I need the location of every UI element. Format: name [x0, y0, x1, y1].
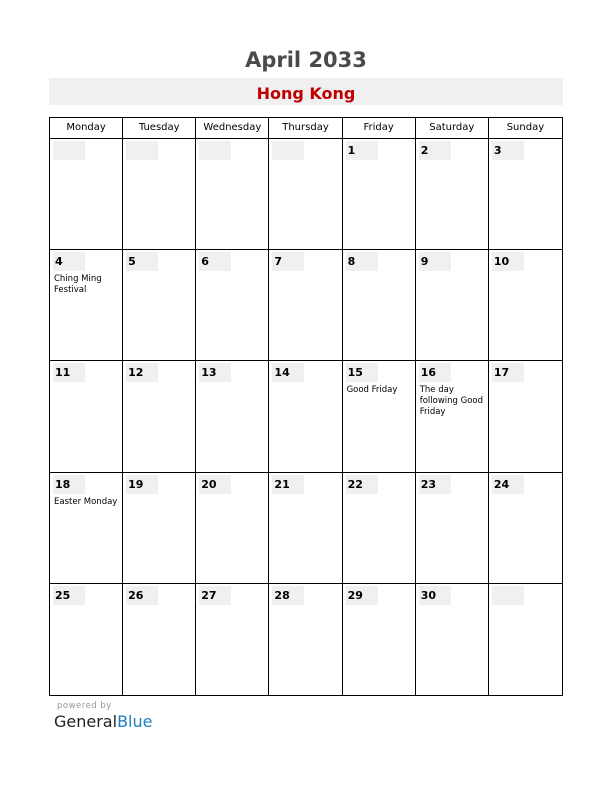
day-cell[interactable] — [416, 361, 489, 472]
day-number: 27 — [201, 588, 217, 602]
day-number: 12 — [128, 366, 144, 380]
day-cell[interactable] — [343, 139, 416, 250]
day-cell[interactable] — [196, 584, 269, 695]
day-cell[interactable] — [196, 473, 269, 584]
day-number: 26 — [128, 588, 144, 602]
day-number: 2 — [420, 144, 429, 157]
day-number-box — [272, 586, 304, 605]
day-cell[interactable] — [50, 361, 123, 472]
day-number-box — [272, 141, 304, 160]
day-number: 5 — [128, 255, 136, 269]
day-number-box — [272, 252, 304, 271]
day-number: 17 — [493, 366, 510, 380]
day-cell[interactable] — [343, 361, 416, 472]
day-number-box — [346, 363, 378, 382]
day-number-box — [53, 141, 85, 160]
generalblue-logo[interactable] — [54, 712, 152, 731]
day-number-box — [272, 363, 304, 382]
day-cell[interactable] — [269, 139, 342, 250]
holiday-label: Easter Monday — [54, 496, 118, 507]
day-number-box — [492, 586, 524, 605]
day-number-box — [346, 586, 378, 605]
day-number: 25 — [55, 588, 71, 602]
powered-by-text: powered by — [57, 701, 112, 711]
day-cell[interactable] — [196, 361, 269, 472]
day-cell[interactable] — [123, 473, 196, 584]
day-number: 11 — [55, 366, 71, 380]
day-cell[interactable] — [50, 584, 123, 695]
day-number: 15 — [347, 366, 363, 380]
day-number: 23 — [420, 477, 437, 491]
day-number: 22 — [347, 477, 363, 491]
day-number-box — [419, 141, 451, 160]
day-number: 10 — [493, 255, 510, 269]
day-cell[interactable] — [269, 361, 342, 472]
day-cell[interactable] — [416, 473, 489, 584]
day-number-box — [419, 586, 451, 605]
calendar-grid — [49, 117, 563, 696]
day-number: 13 — [201, 366, 217, 380]
day-number: 30 — [420, 588, 437, 602]
weekday-header: Thursday — [269, 118, 342, 139]
day-cell[interactable] — [489, 473, 562, 584]
day-cell[interactable] — [196, 250, 269, 361]
day-cell[interactable] — [343, 473, 416, 584]
day-number: 16 — [420, 366, 437, 380]
day-number-box — [53, 363, 85, 382]
day-number-box — [126, 475, 158, 494]
day-number-box — [419, 252, 451, 271]
day-number: 28 — [274, 588, 290, 602]
day-number: 24 — [493, 477, 510, 491]
day-number: 9 — [420, 255, 429, 269]
day-number-box — [199, 475, 231, 494]
weekday-header: Wednesday — [196, 118, 269, 139]
day-number-box — [126, 252, 158, 271]
weekday-header: Sunday — [489, 118, 562, 139]
weekday-header: Monday — [50, 118, 123, 139]
day-number-box — [346, 475, 378, 494]
day-number: 29 — [347, 588, 363, 602]
day-number-box — [419, 475, 451, 494]
day-number-box — [53, 252, 85, 271]
day-number-box — [419, 363, 451, 382]
day-cell[interactable] — [50, 250, 123, 361]
day-number-box — [272, 475, 304, 494]
holiday-label: The day following Good Friday — [419, 385, 484, 418]
day-cell[interactable] — [50, 473, 123, 584]
calendar-title: April 2033 — [245, 48, 367, 72]
day-number-box — [126, 141, 158, 160]
day-number-box — [199, 141, 231, 160]
day-cell[interactable] — [123, 584, 196, 695]
day-number: 6 — [201, 255, 209, 269]
day-number: 8 — [347, 255, 356, 269]
day-number: 3 — [493, 144, 502, 157]
day-cell[interactable] — [343, 250, 416, 361]
day-number-box — [199, 363, 231, 382]
day-cell[interactable] — [50, 139, 123, 250]
day-number-box — [199, 252, 231, 271]
day-cell[interactable] — [269, 473, 342, 584]
day-cell[interactable] — [123, 250, 196, 361]
brand-general: General — [54, 712, 118, 731]
day-number: 1 — [347, 144, 356, 157]
day-number: 4 — [55, 255, 63, 269]
day-cell[interactable] — [269, 584, 342, 695]
day-cell[interactable] — [123, 361, 196, 472]
holiday-label: Good Friday — [346, 385, 398, 396]
day-cell[interactable] — [196, 139, 269, 250]
day-cell[interactable] — [123, 139, 196, 250]
day-cell[interactable] — [489, 584, 562, 695]
day-number-box — [492, 475, 524, 494]
day-number: 21 — [274, 477, 290, 491]
day-number-box — [346, 252, 378, 271]
day-cell[interactable] — [489, 139, 562, 250]
day-number: 14 — [274, 366, 290, 380]
day-cell[interactable] — [269, 250, 342, 361]
day-number-box — [492, 363, 524, 382]
brand-blue: Blue — [117, 712, 153, 731]
day-number-box — [53, 475, 85, 494]
day-number-box — [126, 363, 158, 382]
day-number: 18 — [55, 477, 71, 491]
day-number: 20 — [201, 477, 217, 491]
day-cell[interactable] — [489, 250, 562, 361]
day-number-box — [492, 141, 524, 160]
day-number-box — [53, 586, 85, 605]
day-cell[interactable] — [416, 584, 489, 695]
weekday-header: Friday — [343, 118, 416, 139]
day-cell[interactable] — [489, 361, 562, 472]
day-number-box — [346, 141, 378, 160]
holiday-label: Ching Ming Festival — [54, 274, 102, 296]
weekday-header: Tuesday — [123, 118, 196, 139]
day-cell[interactable] — [416, 250, 489, 361]
day-number-box — [126, 586, 158, 605]
day-cell[interactable] — [416, 139, 489, 250]
day-number-box — [492, 252, 524, 271]
weekday-header: Saturday — [416, 118, 489, 139]
day-cell[interactable] — [343, 584, 416, 695]
region-name: Hong Kong — [256, 84, 356, 103]
day-number: 7 — [274, 255, 283, 269]
day-number-box — [199, 586, 231, 605]
day-number: 19 — [128, 477, 144, 491]
